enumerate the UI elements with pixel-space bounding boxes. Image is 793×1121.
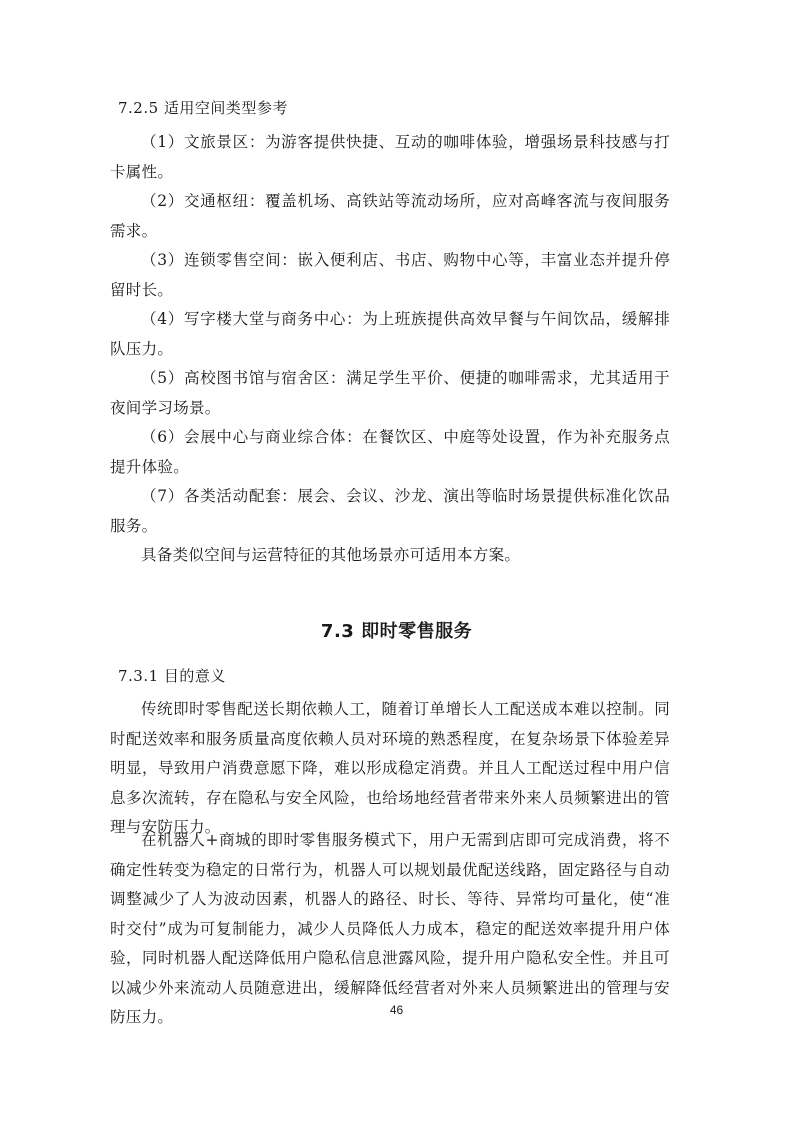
body-paragraph-traditional-delivery: 传统即时零售配送长期依赖人工，随着订单增长人工配送成本难以控制。同时配送效率和服务质量高度依赖人员对环境的熟悉程度，在复杂场景下体验差异明显，导致用户消费意愿下降，难以形成稳定消费。并且人工配送过程中用户信息多次流转，存在隐私与安全风险，也给场地经营者带来外来人员频繁进出的管理与安防压力。 — [110, 700, 670, 836]
section-title-7-3: 7.3 即时零售服务 — [320, 621, 473, 642]
list-item-convention-center: （6）会展中心与商业综合体：在餐饮区、中庭等处设置，作为补充服务点提升体验。 — [110, 428, 670, 476]
list-item-transport-hub: （2）交通枢纽：覆盖机场、高铁站等流动场所，应对高峰客流与夜间服务需求。 — [110, 192, 670, 240]
list-item-office-lobby: （4）写字楼大堂与商务中心：为上班族提供高效早餐与午间饮品，缓解排队压力。 — [110, 310, 670, 358]
list-item-cultural-tourism: （1）文旅景区：为游客提供快捷、互动的咖啡体验，增强场景科技感与打卡属性。 — [110, 133, 670, 181]
list-item-campus-library: （5）高校图书馆与宿舍区：满足学生平价、便捷的咖啡需求，尤其适用于夜间学习场景。 — [110, 369, 670, 417]
list-item-retail-chain: （3）连锁零售空间：嵌入便利店、书店、购物中心等，丰富业态并提升停留时长。 — [110, 251, 670, 299]
subsection-heading-7-2-5: 7.2.5 适用空间类型参考 — [118, 99, 288, 117]
body-paragraph-robot-mall-model: 在机器人+商城的即时零售服务模式下，用户无需到店即可完成消费，将不确定性转变为稳定的日常行为，机器人可以规划最优配送线路，固定路径与自动调整减少了人为波动因素，机器人的路径、时长、等待、异常均可量化，使“准时交付”成为可复制能力，减少人员降低人力成本，稳定的配送效率提升用户体验，同时机器人配送降低用户隐私信息泄露风险，提升用户隐私安全性。并且可以减少外来流动人员随意进出，缓解降低经营者对外来人员频繁进出的管理与安防压力。 — [110, 831, 670, 1026]
page-number: 46 — [389, 1003, 404, 1017]
subsection-heading-7-3-1: 7.3.1 目的意义 — [118, 667, 226, 685]
list-item-event-support: （7）各类活动配套：展会、会议、沙龙、演出等临时场景提供标准化饮品服务。 — [110, 487, 670, 535]
closing-paragraph: 具备类似空间与运营特征的其他场景亦可适用本方案。 — [141, 546, 521, 564]
